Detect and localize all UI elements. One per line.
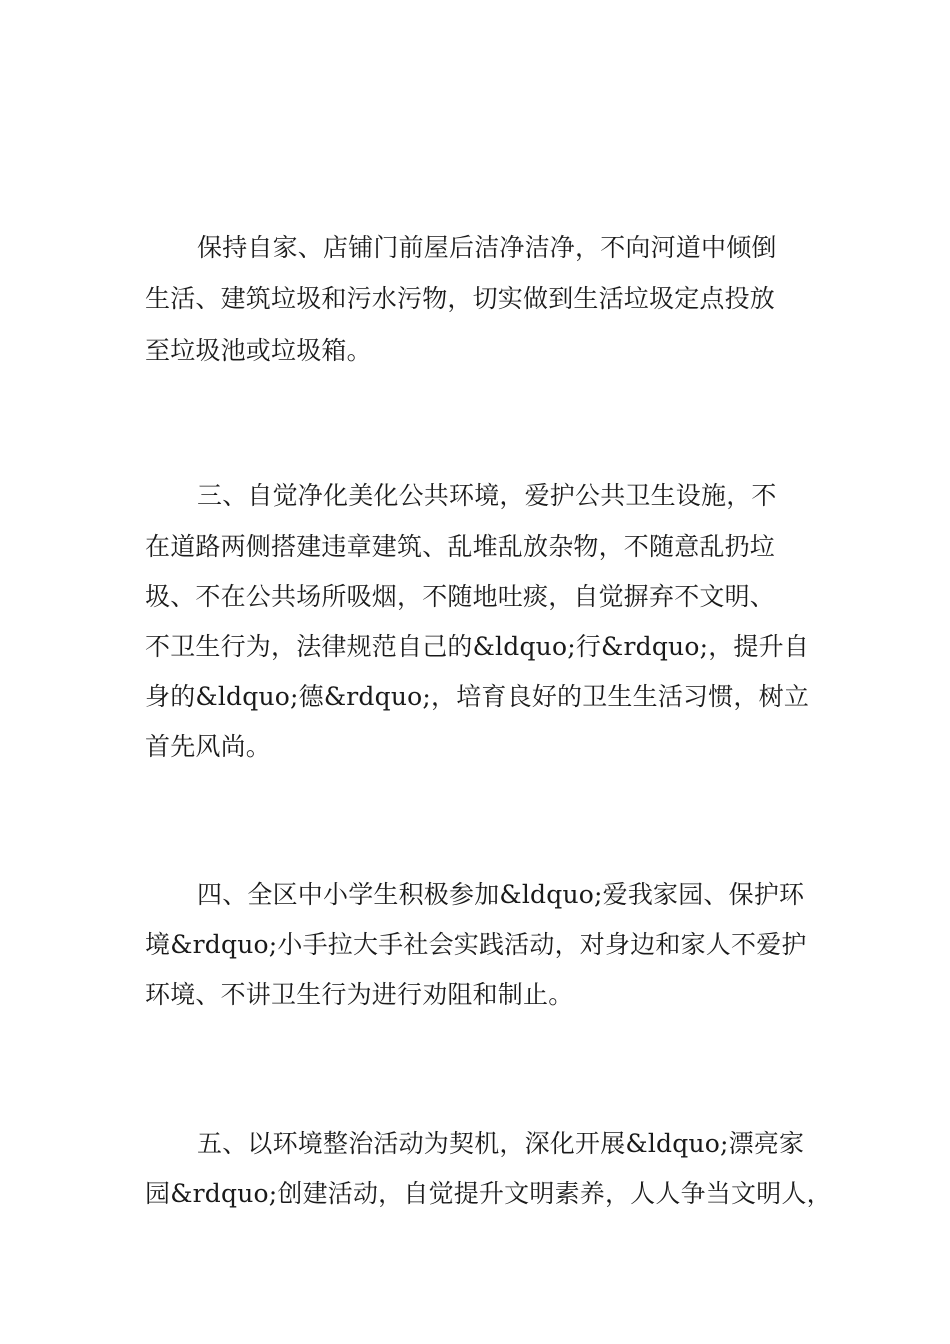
text-line: 身的&ldquo;德&rdquo;，培育良好的卫生生活习惯，树立 <box>145 682 810 711</box>
text-line: 圾、不在公共场所吸烟，不随地吐痰，自觉摒弃不文明、 <box>145 582 776 611</box>
text-line: 五、以环境整治活动为契机，深化开展&ldquo;漂亮家 <box>197 1129 805 1158</box>
text-line: 三、自觉净化美化公共环境，爱护公共卫生设施，不 <box>197 481 777 510</box>
text-line: 环境、不讲卫生行为进行劝阻和制止。 <box>145 980 574 1009</box>
text-line: 在道路两侧搭建违章建筑、乱堆乱放杂物，不随意乱扔垃 <box>145 532 776 561</box>
text-line: 四、全区中小学生积极参加&ldquo;爱我家园、保护环 <box>197 880 805 909</box>
text-line: 至垃圾池或垃圾箱。 <box>145 336 372 365</box>
text-line: 保持自家、店铺门前屋后洁净洁净，不向河道中倾倒 <box>197 233 777 262</box>
text-line: 园&rdquo;创建活动，自觉提升文明素养，人人争当文明人， <box>145 1179 832 1208</box>
text-line: 不卫生行为，法律规范自己的&ldquo;行&rdquo;，提升自 <box>145 632 810 661</box>
text-line: 生活、建筑垃圾和污水污物，切实做到生活垃圾定点投放 <box>145 284 776 313</box>
text-line: 境&rdquo;小手拉大手社会实践活动，对身边和家人不爱护 <box>145 930 807 959</box>
text-line: 首先风尚。 <box>145 732 272 761</box>
